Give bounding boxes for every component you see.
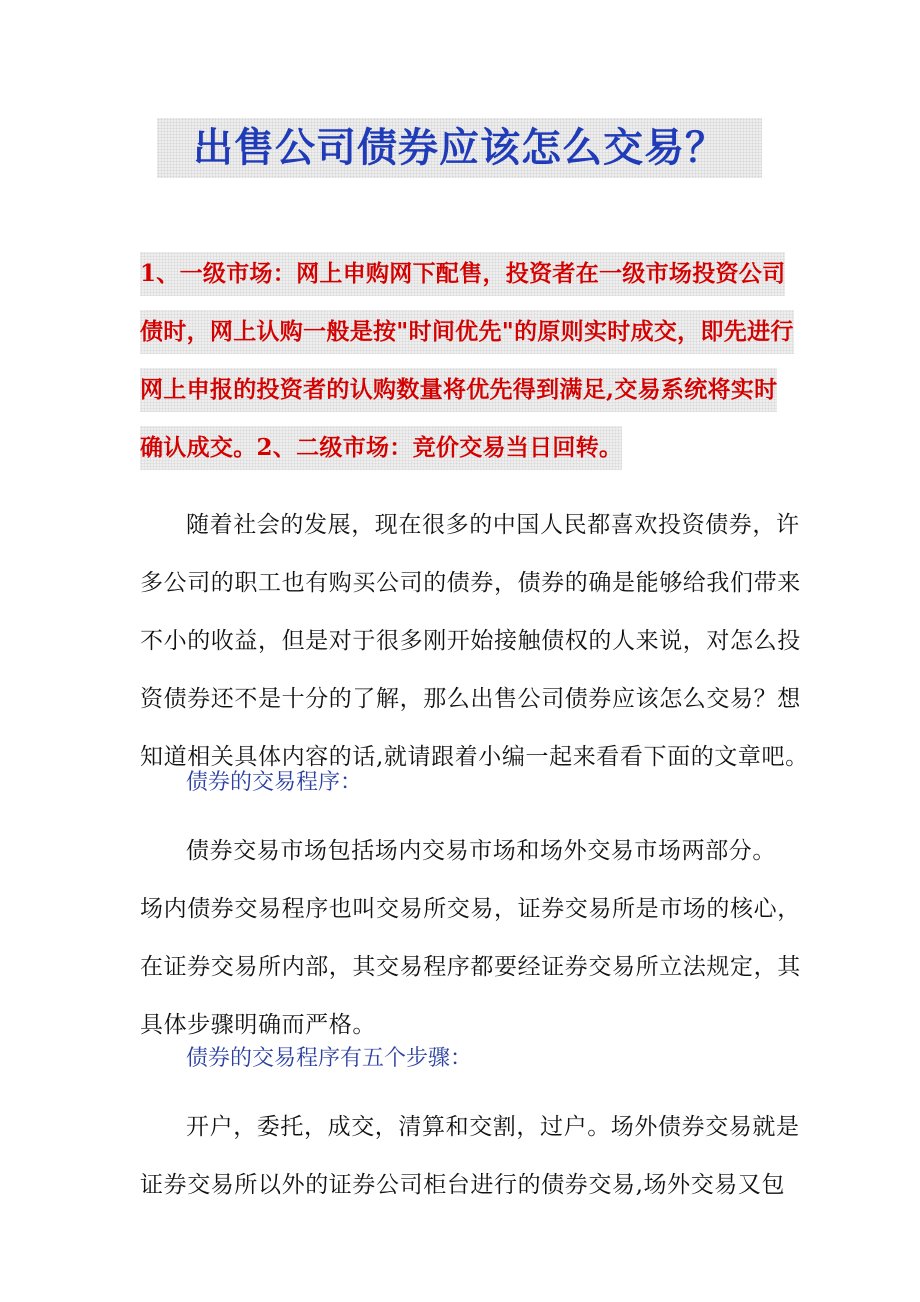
- paragraph-line: 场内债券交易程序也叫交易所交易，证券交易所是市场的核心，: [140, 896, 801, 922]
- section-heading: 债券的交易程序有五个步骤：: [186, 1046, 473, 1071]
- paragraph-line: 具体步骤明确而严格。: [140, 1012, 376, 1038]
- summary-block: [140, 252, 794, 484]
- section1-paragraph: [140, 822, 801, 1054]
- paragraph-line: 资债券还不是十分的了解，那么出售公司债券应该怎么交易？想: [140, 686, 801, 712]
- section2-paragraph: [140, 1098, 800, 1214]
- intro-paragraph: [140, 496, 809, 786]
- paragraph-line: 债券交易市场包括场内交易市场和场外交易市场两部分。: [186, 838, 776, 864]
- paragraph-line: 知道相关具体内容的话,就请跟着小编一起来看看下面的文章吧。: [140, 744, 809, 770]
- summary-line: 1、一级市场：网上申购网下配售，投资者在一级市场投资公司: [140, 252, 785, 296]
- title-highlight: [157, 118, 762, 178]
- summary-line: 债时，网上认购一般是按"时间优先"的原则实时成交，即先进行: [140, 310, 794, 354]
- paragraph-line: 开户，委托，成交，清算和交割，过户。场外债券交易就是: [186, 1114, 800, 1140]
- page-title: 出售公司债券应该怎么交易？: [193, 125, 726, 171]
- paragraph-line: 不小的收益，但是对于很多刚开始接触债权的人来说，对怎么投: [140, 628, 801, 654]
- summary-line: 网上申报的投资者的认购数量将优先得到满足,交易系统将实时: [140, 368, 777, 412]
- section-heading: 债券的交易程序：: [186, 770, 363, 795]
- paragraph-line: 多公司的职工也有购买公司的债券，债券的确是能够给我们带来: [140, 570, 801, 596]
- summary-line: 确认成交。2、二级市场：竞价交易当日回转。: [140, 426, 622, 470]
- paragraph-line: 随着社会的发展，现在很多的中国人民都喜欢投资债券，许: [186, 512, 800, 538]
- paragraph-line: 证券交易所以外的证券公司柜台进行的债券交易,场外交易又包: [140, 1172, 786, 1198]
- paragraph-line: 在证券交易所内部，其交易程序都要经证券交易所立法规定，其: [140, 954, 801, 980]
